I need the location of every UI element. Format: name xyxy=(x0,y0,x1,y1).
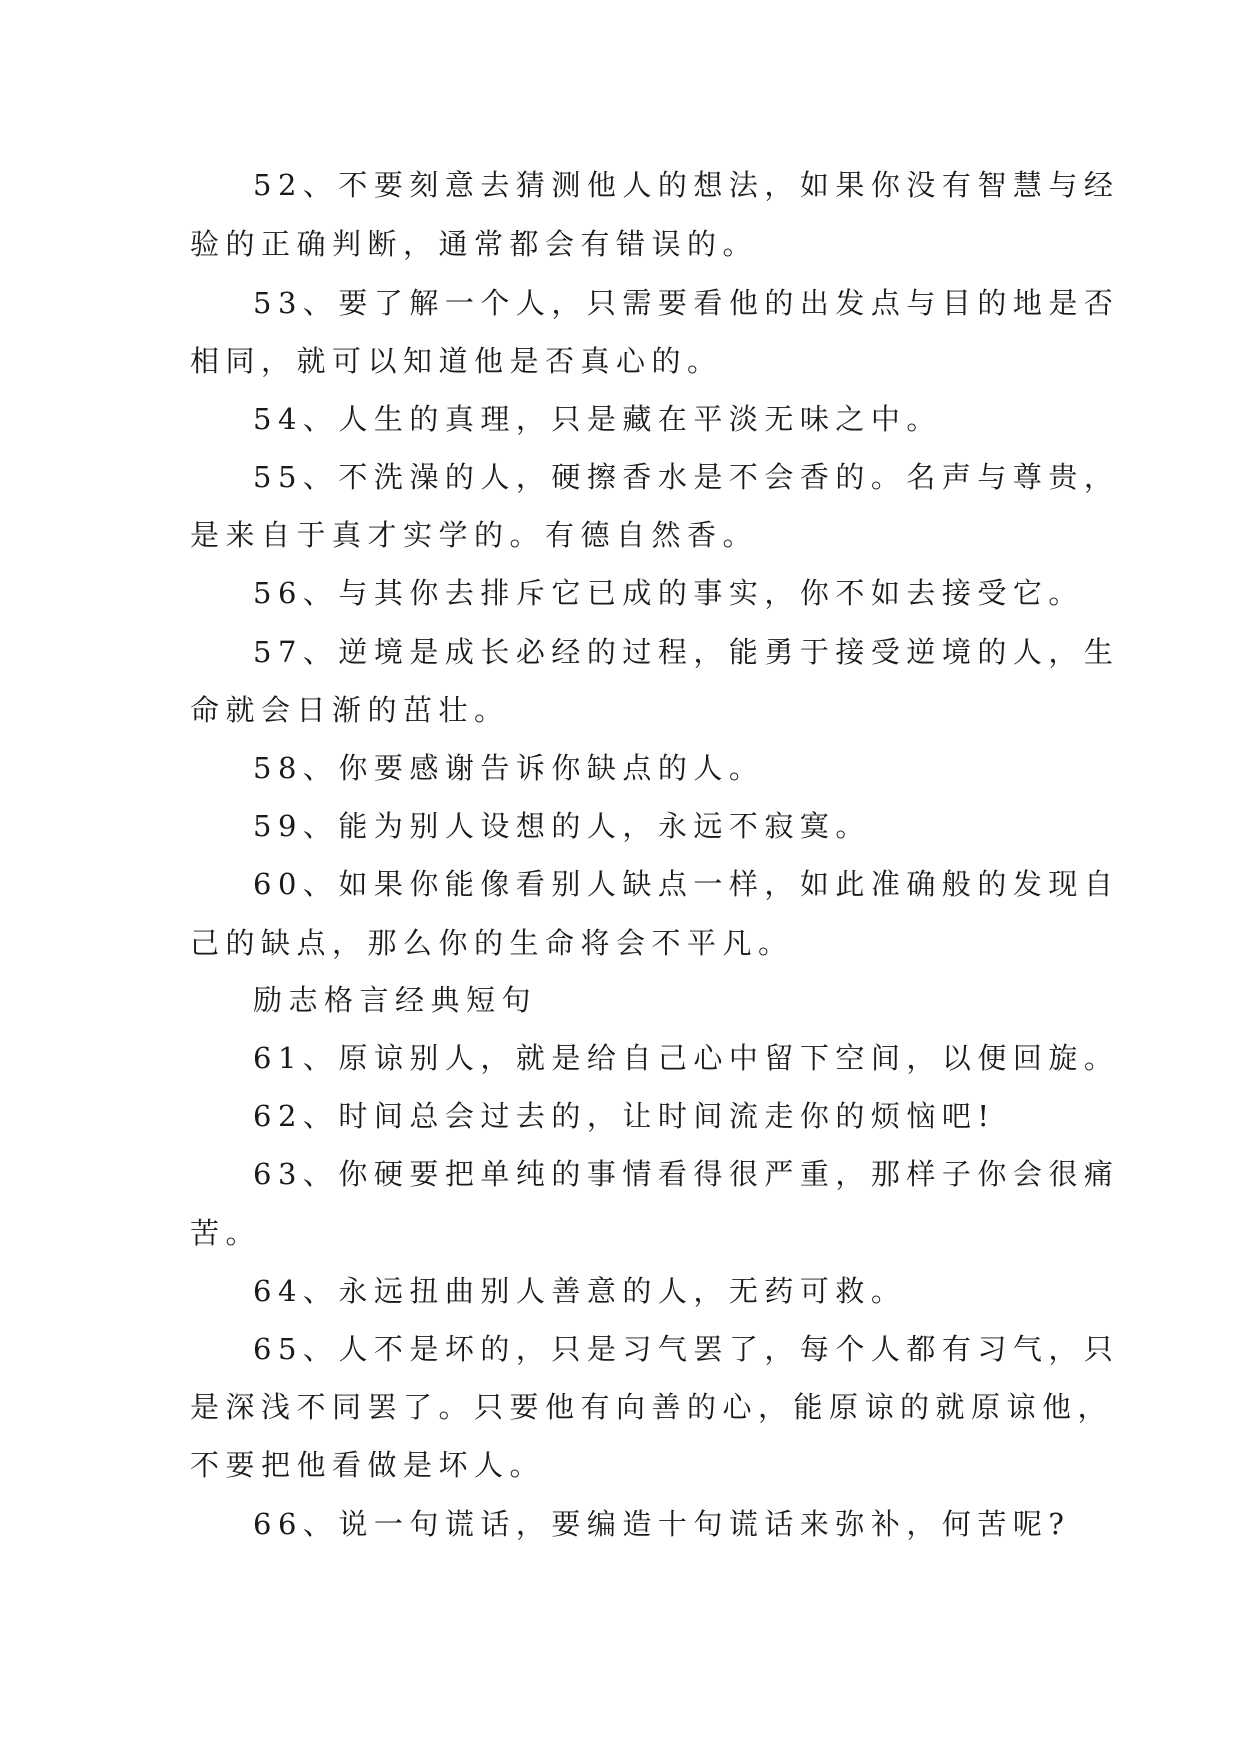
quote-64-line-1: 64、永远扭曲别人善意的人，无药可救。 xyxy=(253,1274,907,1308)
quote-61-line-1: 61、原谅别人，就是给自己心中留下空间，以便回旋。 xyxy=(253,1041,1120,1075)
quote-54-line-1: 54、人生的真理，只是藏在平淡无味之中。 xyxy=(253,402,942,436)
quote-65-line-1: 65、人不是坏的，只是习气罢了，每个人都有习气，只 xyxy=(253,1332,1120,1366)
quote-66-line-1: 66、说一句谎话，要编造十句谎话来弥补，何苦呢? xyxy=(253,1507,1071,1541)
quote-57-line-2: 命就会日渐的茁壮。 xyxy=(190,693,510,727)
quote-60-line-2: 己的缺点，那么你的生命将会不平凡。 xyxy=(190,926,794,960)
quote-55-line-1: 55、不洗澡的人，硬擦香水是不会香的。名声与尊贵， xyxy=(253,460,1120,494)
quote-62-line-1: 62、时间总会过去的，让时间流走你的烦恼吧! xyxy=(253,1099,996,1133)
quote-56-line-1: 56、与其你去排斥它已成的事实，你不如去接受它。 xyxy=(253,576,1084,610)
quote-55-line-2: 是来自于真才实学的。有德自然香。 xyxy=(190,518,759,552)
quote-63-line-2: 苦。 xyxy=(190,1216,262,1250)
quote-52-line-1: 52、不要刻意去猜测他人的想法，如果你没有智慧与经 xyxy=(253,168,1120,202)
section-heading: 励志格言经典短句 xyxy=(253,983,538,1017)
quote-60-line-1: 60、如果你能像看别人缺点一样，如此准确般的发现自 xyxy=(253,867,1120,901)
quote-57-line-1: 57、逆境是成长必经的过程，能勇于接受逆境的人，生 xyxy=(253,635,1120,669)
quote-53-line-2: 相同，就可以知道他是否真心的。 xyxy=(190,344,723,378)
quote-52-line-2: 验的正确判断，通常都会有错误的。 xyxy=(190,227,759,261)
quote-65-line-2: 是深浅不同罢了。只要他有向善的心，能原谅的就原谅他， xyxy=(190,1390,1114,1424)
quote-65-line-3: 不要把他看做是坏人。 xyxy=(190,1448,546,1482)
quote-53-line-1: 53、要了解一个人，只需要看他的出发点与目的地是否 xyxy=(253,286,1120,320)
quote-58-line-1: 58、你要感谢告诉你缺点的人。 xyxy=(253,751,765,785)
quote-59-line-1: 59、能为别人设想的人，永远不寂寞。 xyxy=(253,809,871,843)
quote-63-line-1: 63、你硬要把单纯的事情看得很严重，那样子你会很痛 xyxy=(253,1157,1120,1191)
